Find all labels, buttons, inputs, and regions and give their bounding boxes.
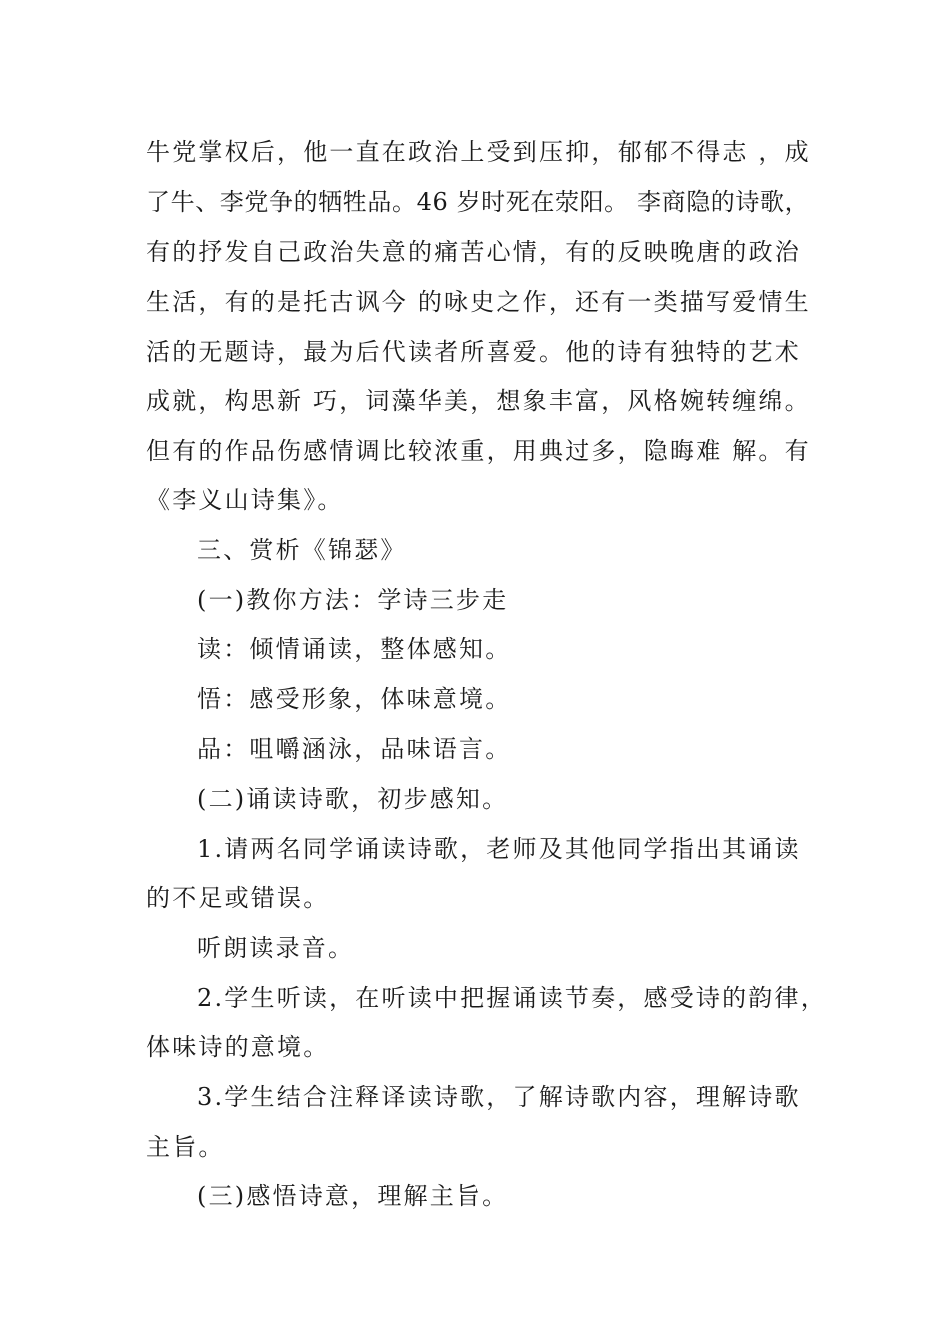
- paragraph-line: 了牛、李党争的牺牲品。46 岁时死在荥阳。 李商隐的诗歌，: [146, 188, 810, 216]
- paragraph-line: 《李义山诗集》。: [146, 486, 344, 514]
- paragraph-line: 2.学生听读，在听读中把握诵读节奏，感受诗的韵律，: [197, 984, 827, 1012]
- section-heading: 三、赏析《锦瑟》: [197, 536, 407, 564]
- paragraph-line: 成就，构思新 巧，词藻华美，想象丰富，风格婉转缠绵。: [146, 387, 811, 415]
- paragraph-line: 活的无题诗，最为后代读者所喜爱。他的诗有独特的艺术: [146, 338, 801, 366]
- subsection-heading: (三)感悟诗意，理解主旨。: [197, 1182, 509, 1210]
- paragraph-line: 有的抒发自己政治失意的痛苦心情，有的反映晚唐的政治: [146, 238, 801, 266]
- paragraph-line: 体味诗的意境。: [146, 1033, 330, 1061]
- paragraph-line: 3.学生结合注释译读诗歌，了解诗歌内容，理解诗歌: [197, 1083, 801, 1111]
- paragraph-line: 听朗读录音。: [197, 934, 355, 962]
- list-item: 悟：感受形象，体味意境。: [197, 685, 512, 713]
- paragraph-line: 的不足或错误。: [146, 884, 330, 912]
- paragraph-line: 生活，有的是托古讽今 的咏史之作，还有一类描写爱情生: [146, 288, 811, 316]
- paragraph-line: 主旨。: [146, 1133, 225, 1161]
- list-item: 读：倾情诵读，整体感知。: [197, 635, 512, 663]
- paragraph-line: 但有的作品伤感情调比较浓重，用典过多，隐晦难 解。有: [146, 437, 811, 465]
- paragraph-line: 1.请两名同学诵读诗歌，老师及其他同学指出其诵读: [197, 835, 801, 863]
- subsection-heading: (二)诵读诗歌，初步感知。: [197, 785, 509, 813]
- subsection-heading: (一)教你方法：学诗三步走: [197, 586, 509, 614]
- list-item: 品：咀嚼涵泳，品味语言。: [197, 735, 512, 763]
- paragraph-line: 牛党掌权后，他一直在政治上受到压抑，郁郁不得志 ，成: [146, 138, 811, 166]
